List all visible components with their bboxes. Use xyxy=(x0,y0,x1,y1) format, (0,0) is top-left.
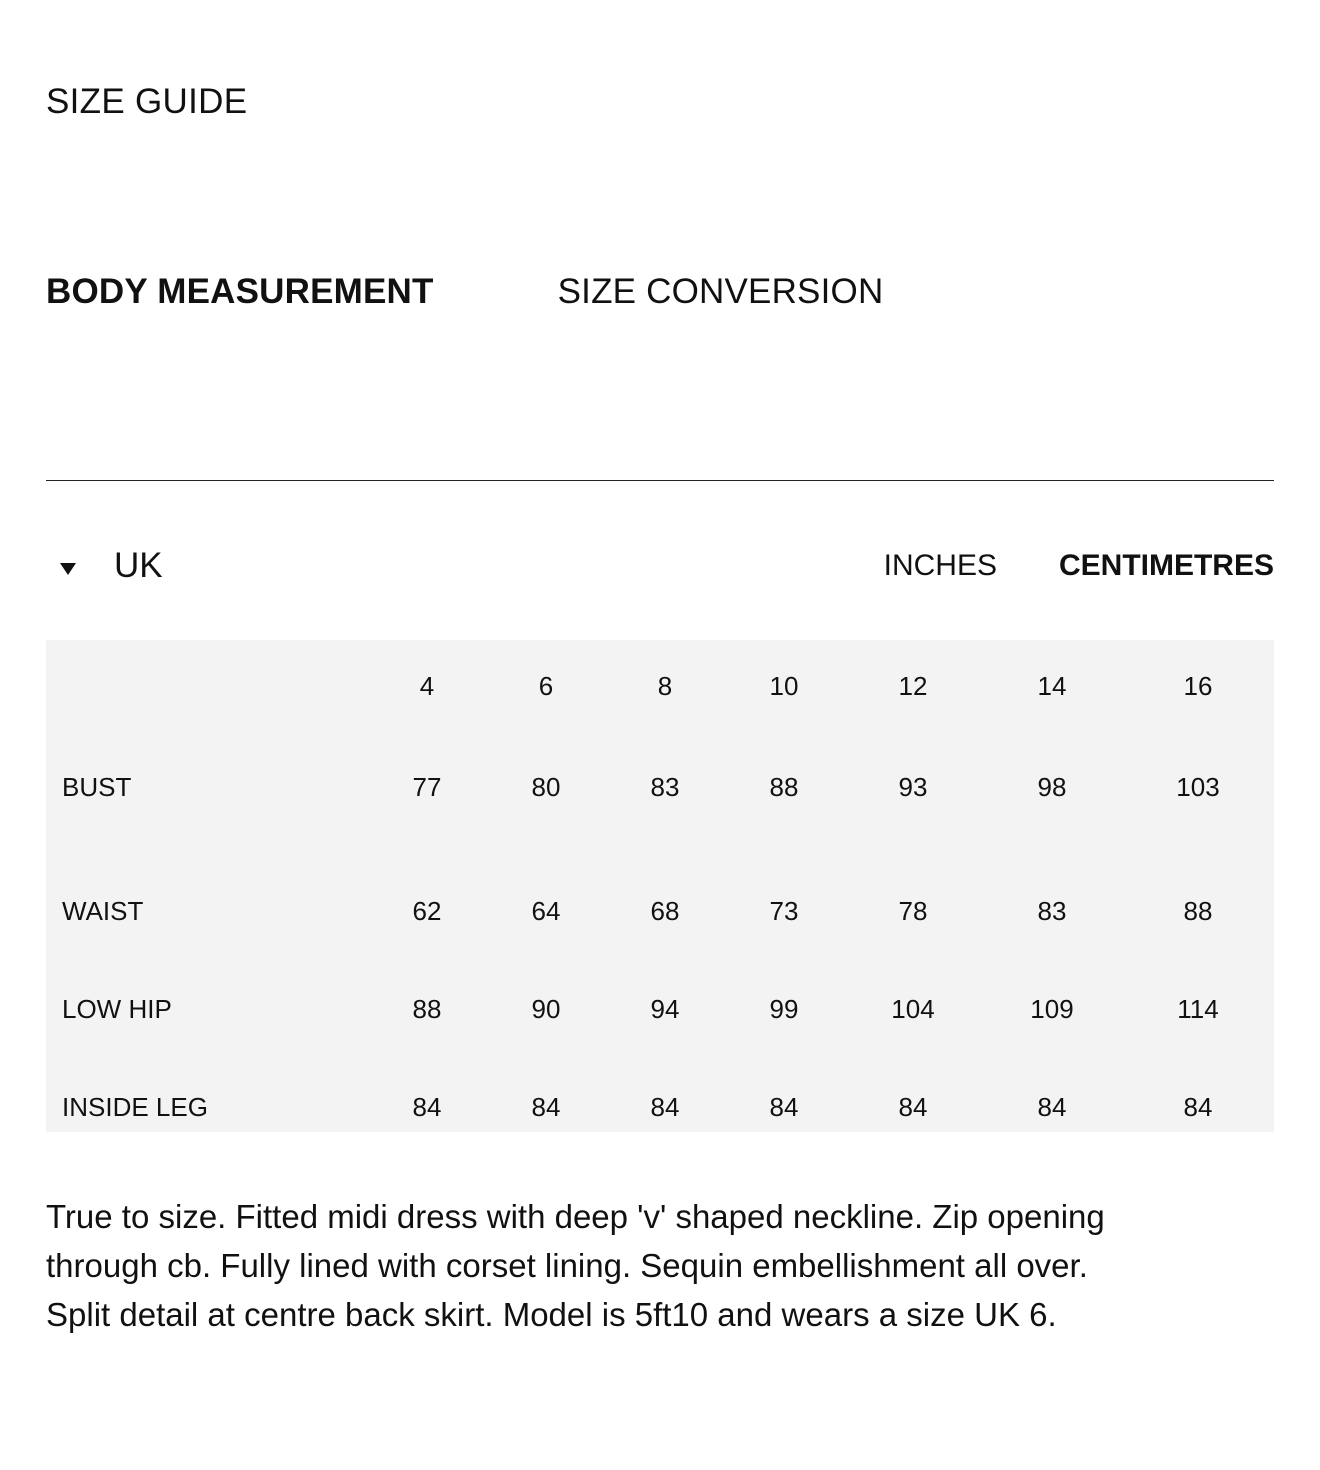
size-table-container xyxy=(46,640,1274,1132)
table-cell: 83 xyxy=(1037,895,1067,926)
table-cell: 88 xyxy=(769,771,799,802)
row-label-waist: WAIST xyxy=(62,895,144,926)
region-selected-label: UK xyxy=(114,546,163,585)
caret-down-icon xyxy=(60,563,76,575)
size-table xyxy=(46,660,1274,1157)
size-header: 12 xyxy=(898,670,928,701)
table-cell: 114 xyxy=(1177,994,1219,1025)
page-title: SIZE GUIDE xyxy=(46,82,248,121)
size-header: 4 xyxy=(419,670,435,701)
size-header: 16 xyxy=(1183,670,1213,701)
table-cell: 84 xyxy=(769,1092,799,1123)
table-cell: 84 xyxy=(412,1092,442,1123)
table-cell: 83 xyxy=(650,771,680,802)
table-cell: 104 xyxy=(891,994,935,1025)
table-cell: 103 xyxy=(1176,771,1220,802)
table-row xyxy=(46,712,1274,862)
table-row xyxy=(46,862,1274,960)
measurement-tabs xyxy=(46,270,883,314)
table-cell: 78 xyxy=(898,895,928,926)
table-controls xyxy=(46,540,1274,592)
row-label-low-hip: LOW HIP xyxy=(62,994,172,1025)
table-cell: 77 xyxy=(412,771,442,802)
row-label-inside-leg: INSIDE LEG xyxy=(62,1092,208,1123)
tab-size-conversion[interactable]: SIZE CONVERSION xyxy=(558,270,884,314)
table-cell: 93 xyxy=(898,771,928,802)
table-cell: 64 xyxy=(531,895,561,926)
table-row xyxy=(46,1059,1274,1157)
header-empty-cell xyxy=(46,660,368,712)
size-header: 6 xyxy=(538,670,554,701)
size-header: 14 xyxy=(1037,670,1067,701)
table-cell: 99 xyxy=(769,994,799,1025)
table-row xyxy=(46,960,1274,1058)
size-header-row xyxy=(46,660,1274,712)
table-cell: 62 xyxy=(412,895,442,926)
region-dropdown[interactable] xyxy=(60,540,163,592)
section-divider xyxy=(46,480,1274,481)
table-cell: 90 xyxy=(531,994,561,1025)
table-cell: 109 xyxy=(1030,994,1074,1025)
table-cell: 84 xyxy=(1037,1092,1067,1123)
unit-inches-button[interactable]: INCHES xyxy=(884,540,997,592)
size-header: 10 xyxy=(769,670,799,701)
table-cell: 94 xyxy=(650,994,680,1025)
product-fit-description: True to size. Fitted midi dress with deep 'v' shaped neckline. Zip opening through cb. Fully lined with corset lining. Sequin embellishment all over. Split detail at centre back skirt. Model is 5ft10 and wears a size UK 6. xyxy=(46,1198,1105,1333)
table-cell: 68 xyxy=(650,895,680,926)
table-cell: 84 xyxy=(650,1092,680,1123)
table-cell: 88 xyxy=(1183,895,1213,926)
table-cell: 84 xyxy=(1183,1092,1213,1123)
table-cell: 98 xyxy=(1037,771,1067,802)
table-cell: 88 xyxy=(412,994,442,1025)
table-cell: 80 xyxy=(531,771,561,802)
table-cell: 84 xyxy=(898,1092,928,1123)
table-cell: 73 xyxy=(769,895,799,926)
unit-centimetres-button[interactable]: CENTIMETRES xyxy=(1059,540,1274,592)
unit-toggle xyxy=(884,540,1274,592)
row-label-bust: BUST xyxy=(62,771,132,802)
size-header: 8 xyxy=(657,670,673,701)
table-cell: 84 xyxy=(531,1092,561,1123)
tab-body-measurement[interactable]: BODY MEASUREMENT xyxy=(46,270,434,314)
